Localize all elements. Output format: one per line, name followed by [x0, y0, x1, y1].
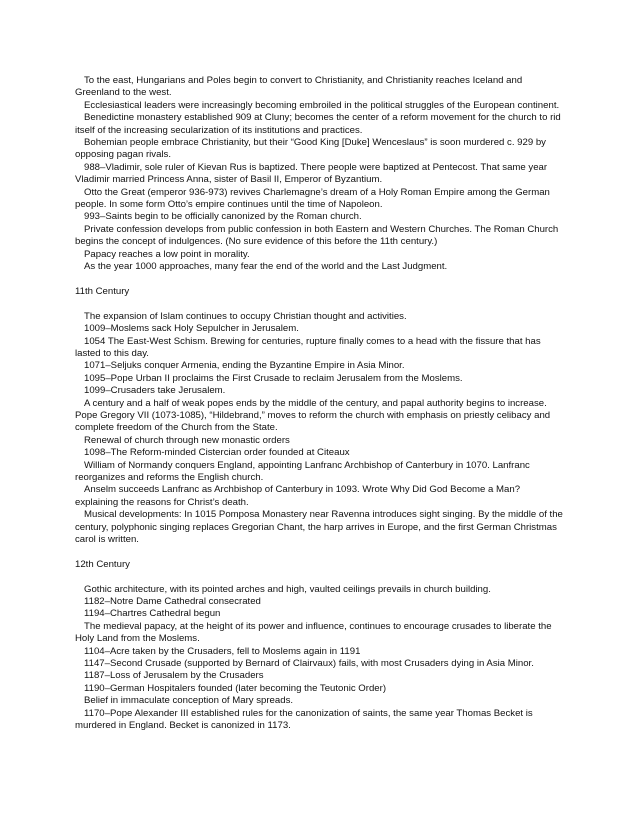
paragraph: Benedictine monastery established 909 at Cluny; becomes the center of a reform movement for the church to rid itself of the increasing secularization of its institutions and practices.: [75, 112, 561, 136]
paragraph: Gothic architecture, with its pointed arches and high, vaulted ceilings prevails in church building.: [84, 583, 491, 595]
paragraph: 993–Saints begin to be officially canonized by the Roman church.: [84, 211, 362, 223]
paragraph: The medieval papacy, at the height of its power and influence, continues to encourage crusades to liberate the Holy Land from the Moslems.: [75, 620, 552, 645]
paragraph: Belief in immaculate conception of Mary spreads.: [84, 695, 294, 707]
paragraph: Bohemian people embrace Christianity, but their “Good King [Duke] Wenceslaus” is soon murdered c. 929 by opposing pagan rivals.: [75, 137, 546, 161]
paragraph: 1054 The East-West Schism. Brewing for centuries, rupture finally comes to a head with the fissure that has lasted to this day.: [75, 335, 541, 359]
paragraph: 1099–Crusaders take Jerusalem.: [84, 385, 226, 397]
paragraph: 1104–Acre taken by the Crusaders, fell to Moslems again in 1191: [84, 645, 361, 657]
paragraph: 1071–Seljuks conquer Armenia, ending the Byzantine Empire in Asia Minor.: [84, 360, 405, 372]
paragraph: 1182–Notre Dame Cathedral consecrated: [84, 596, 261, 607]
paragraph: Papacy reaches a low point in morality.: [84, 248, 250, 260]
section-heading-12th-century: 12th Century: [75, 558, 130, 570]
paragraph: 1190–German Hospitalers founded (later becoming the Teutonic Order): [84, 682, 387, 694]
section-intro: [75, 75, 565, 274]
section-12th-century: [75, 584, 565, 733]
paragraph: 1194–Chartres Cathedral begun: [84, 608, 221, 620]
paragraph: To the east, Hungarians and Poles begin to convert to Christianity, and Christianity reaches Iceland and Greenland to the west.: [75, 75, 523, 99]
paragraph: Renewal of church through new monastic orders: [84, 434, 290, 446]
paragraph: 988–Vladimir, sole ruler of Kievan Rus is baptized. There people were baptized at Pentecost. That same year Vladimir married Princess Anna, sister of Basil II, Emperor of Byzantium.: [75, 161, 548, 186]
document-page: [75, 75, 565, 732]
paragraph: 1187–Loss of Jerusalem by the Crusaders: [84, 670, 264, 682]
paragraph: 1095–Pope Urban II proclaims the First Crusade to reclaim Jerusalem from the Moslems.: [84, 372, 463, 384]
paragraph: Otto the Great (emperor 936-973) revives Charlemagne’s dream of a Holy Roman Empire among the German people. In some form Otto’s empire continues until the time of Napoleon.: [75, 186, 550, 211]
paragraph: A century and a half of weak popes ends by the middle of the century, and papal authority begins to increase. Pope Gregory VII (1073-1085), “Hildebrand,” moves to reform the church with emphasis on priestly celibacy and complete freedom of the Church from the State.: [75, 397, 551, 434]
paragraph: 1170–Pope Alexander III established rules for the canonization of saints, the same year Thomas Becket is murdered in England. Becket is canonized in 1173.: [75, 707, 533, 732]
paragraph: Ecclesiastical leaders were increasingly becoming embroiled in the political struggles of the European continent.: [84, 99, 560, 111]
paragraph: The expansion of Islam continues to occupy Christian thought and activities.: [84, 310, 407, 322]
paragraph: Anselm succeeds Lanfranc as Archbishop of Canterbury in 1093. Wrote Why Did God Become a Man? explaining the reasons for Christ’s death.: [75, 484, 521, 508]
paragraph: Private confession develops from public confession in both Eastern and Western Churches. The Roman Church begins the concept of indulgences. (No sure evidence of this before the 11th century.): [75, 223, 559, 248]
section-11th-century: [75, 311, 565, 547]
section-heading-11th-century: 11th Century: [75, 285, 130, 297]
paragraph: 1009–Moslems sack Holy Sepulcher in Jerusalem.: [84, 323, 299, 335]
paragraph: As the year 1000 approaches, many fear the end of the world and the Last Judgment.: [84, 261, 448, 273]
paragraph: 1147–Second Crusade (supported by Bernard of Clairvaux) fails, with most Crusaders dying in Asia Minor.: [84, 658, 534, 670]
paragraph: William of Normandy conquers England, appointing Lanfranc Archbishop of Canterbury in 1070. Lanfranc reorganizes and reforms the English church.: [75, 459, 530, 483]
paragraph: Musical developments: In 1015 Pomposa Monastery near Ravenna introduces sight singing. By the middle of the century, polyphonic singing replaces Gregorian Chant, the harp arrives in Europe, and the first German Christmas carol is written.: [75, 509, 563, 545]
paragraph: 1098–The Reform-minded Cistercian order founded at Citeaux: [84, 447, 350, 459]
